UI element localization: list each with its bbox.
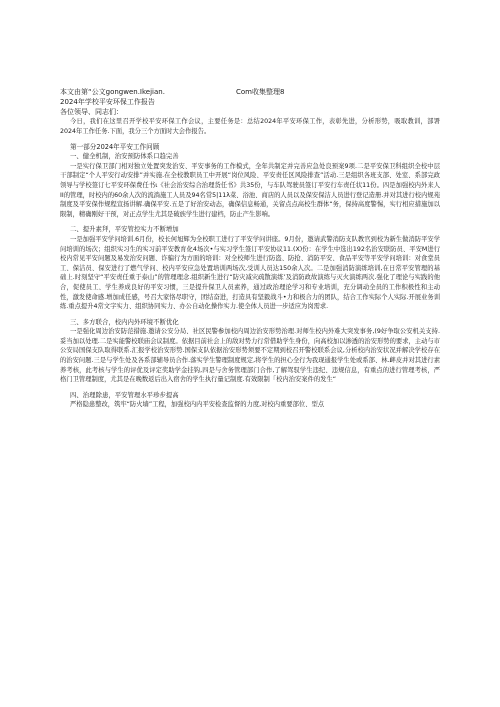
section-1-body: 一是实行保卫部门相对独立处置突发治安、平安事务的工作模式，全年共制定并完善应急处良预案9项.二是平安保卫科组织全校中层干部制定“个人平安行动安排”并实施.在全校教职员工中开展“岗位风险、平安责任区风险排查”活动.三是组织各班支部、处室、系部完政领导与学校签订七平安环保费任书ι《社会治安综合治理货任书》共35份，与车队驾驶员签订平安行车责任状11份。四是加强校内外来人II的管理，时校内的60余人次的流淌施工人员及94名常5|11λ菜、浴池、商店的人员以及保安保洁人员进行登记造册.并对其进行校内规苑制度及平安保作规程宣扬讲解.确保平安.五是了好治安动态，确保信息畅通，关留点点高校生群体“务，保持高度警惕，实行相应措施加以限制，精确刚好干预，对正点学生尤其是破族学生进行建档，防止产生影响。 <box>60 162 440 218</box>
section-2-heading: 二、提升素拜，平安管控实力不断增加 <box>70 225 179 234</box>
section-4-heading: 四、治理除患，平安管理水平珍步提高 <box>70 390 179 399</box>
document-title: 2024年学校平安环保工作报告 <box>60 98 155 106</box>
section-3-body: 一是强化周边治安防范措施.邀请公安分局、社区民警参加校内周边治安形势治理.对师生校内外难大突发事务,(9好争取公安机关支持.妥当加以处理.二是实能警校联庙会议制度。依据目前社会上的敌对势力行常借助学生身份，向高校加以渗透的治安形势的要求，主动与市公安局国保支队取得联系.汇报学校治安形势.国保支队依据治安形势须要不定期到校召开警校联系会议,分析校内治安状况并解决学校存在的治安问题.三是与学生处及各系部辅导员合作.落实学生警理制度规定,将学生的担心全行为我现通报学生处或系部、林.衅皮并对其进行素养考核，此考核与学生的评优及评定奖助学金挂钩,四是与舍务管理部门合作,了解驾驭学生违纪、违规信息，有重点的进行管理考核，严格门卫管理制度，尤其是在晚数返后出入宿舍的学生执行量记制度.有效限制「校内治安案件的发生“ <box>60 328 440 384</box>
section-4-body: 严格隐患整改，筑牢“防火墙”工程，加强校内内平安检查监督的力度,对校内重要部位、型点 <box>70 401 325 409</box>
source-suffix: Com收集整理8 <box>236 88 285 96</box>
salutation: 各位领导、同志们： <box>60 108 123 116</box>
intro-paragraph: 今日，我们在这里召开学校平安环保工作会议，主要任务是：总结2024年平安环保工作，表彰先进，分析形势，吸取教训，部署2024年工作任务.下面，我分三个方面时大会作报告。 <box>60 118 440 135</box>
section-1-heading: 一、健全机制，治安预防体系口趋完善 <box>70 152 179 161</box>
section-2-body: 一是加强平安学问培训.6月份，校长何旭辉为全校职工进行了平安学问讲座。9月份，邀请武警消防支队教官到校为新生做消防平安学问培训的场次；组织实习生的实习前平安教育化4场次•与实习学生签订平安协议11.(X)份：在学生中选出192名治安联防员、平安M进行校内常见平安问题及易发治安问题、诈骗行为方面的培训：对全校师生进行防盗、防抢、消防平安、食品平安等平安学问培训：对食堂员工、保洁员、保安进行了燃气学问、校内平安应急处置培训两场次,受训人员达150余人次。二是加强消防演练培训,在日常平安管理的基础上.时刻坚守“平安责任重于泰山”的管理理念.组织新生进行“防灾减灾疏散演练’及消防政故演练与灭火演练两次.强化了理论与实践的他合，促使员工、学生养成良好的平安习惯，三是提升保卫人员素养，通过政治理论学习和专业培训，充分调动全员的工作积极性和主动性，激发使命感.增加成任感，号召大家恪尽职守，团结奋进，打造具有坚毅战斗•力和极合力的团队，结合工作实际个人实际.开展业务训练.重点提升4常文字实力、组织协同实力、办公自动化操作实力.使全体人员进一步适应为岗需求. <box>60 235 440 311</box>
section-3-heading: 三、多方联合，校内内外环境不断优化 <box>70 317 179 326</box>
source-text: 本文由第“公文gongwen.Ikejian. <box>60 88 165 96</box>
document-body <box>60 88 440 410</box>
part1-heading: 第一部分2024年平安工作问顾 <box>70 143 160 152</box>
source-header <box>60 88 440 97</box>
